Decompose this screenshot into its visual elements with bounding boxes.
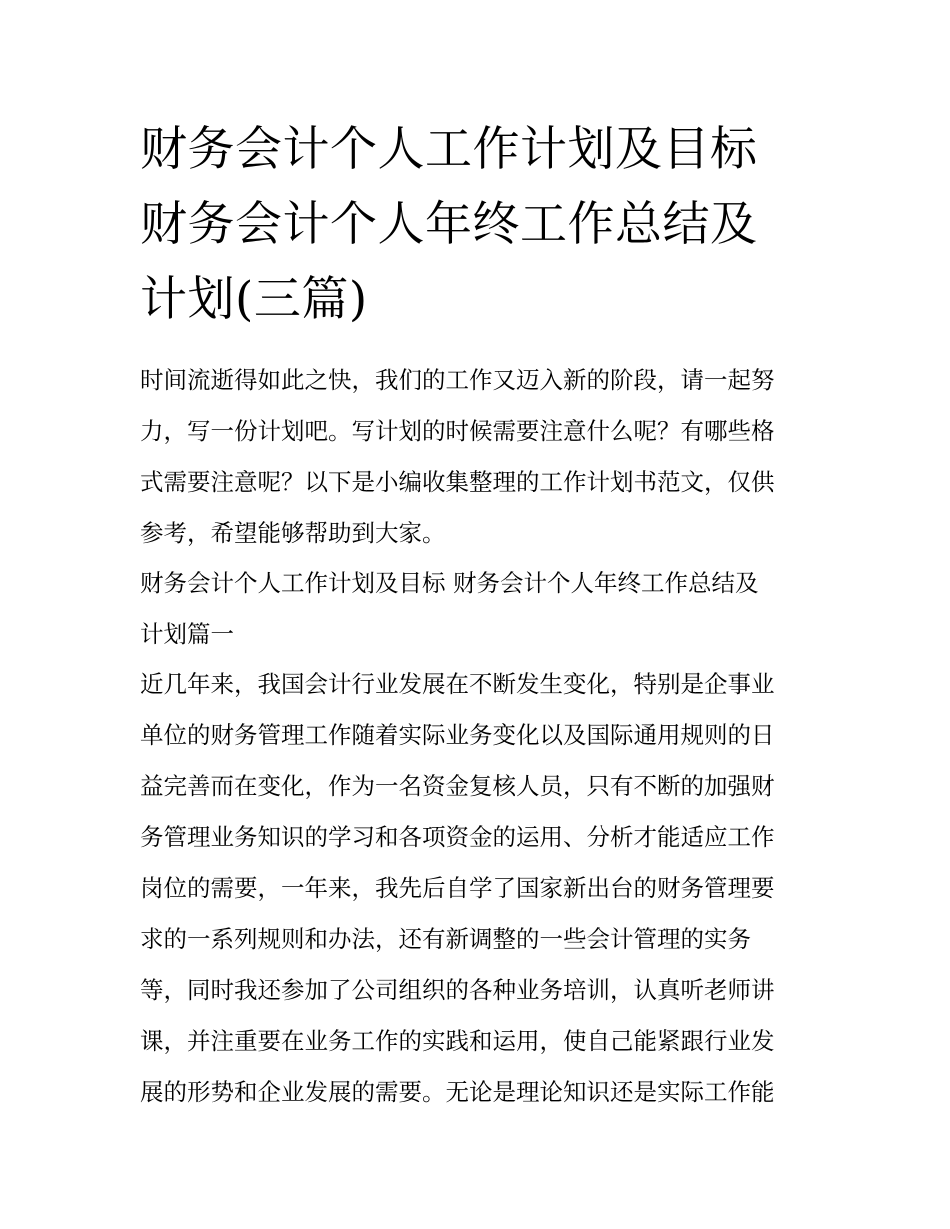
title-line: 计划(三篇) [140, 272, 368, 327]
text-line: 财务会计个人工作计划及目标 财务会计个人年终工作总结及 [140, 569, 759, 597]
text-line: 务管理业务知识的学习和各项资金的运用、分析才能适应工作 [140, 823, 775, 851]
text-line: 求的一系列规则和办法，还有新调整的一些会计管理的实务 [140, 925, 751, 953]
text-line: 力，写一份计划吧。写计划的时候需要注意什么呢？有哪些格 [140, 417, 775, 445]
text-line: 单位的财务管理工作随着实际业务变化以及国际通用规则的日 [140, 721, 775, 749]
text-line: 等，同时我还参加了公司组织的各种业务培训，认真听老师讲 [140, 976, 775, 1004]
text-line: 益完善而在变化，作为一名资金复核人员，只有不断的加强财 [140, 772, 775, 800]
text-line: 课，并注重要在业务工作的实践和运用，使自己能紧跟行业发 [140, 1027, 775, 1055]
section-heading [140, 558, 820, 660]
text-line: 时间流逝得如此之快，我们的工作又迈入新的阶段，请一起努 [140, 366, 775, 394]
text-line: 展的形势和企业发展的需要。无论是理论知识还是实际工作能 [140, 1078, 775, 1106]
body-paragraph [140, 659, 820, 1118]
title-line: 财务会计个人年终工作总结及 [140, 197, 758, 252]
intro-paragraph [140, 355, 820, 559]
text-line: 岗位的需要，一年来，我先后自学了国家新出台的财务管理要 [140, 874, 775, 902]
text-line: 计划篇一 [140, 620, 234, 648]
document-title [140, 112, 820, 337]
title-line: 财务会计个人工作计划及目标 [140, 122, 758, 177]
text-line: 式需要注意呢？以下是小编收集整理的工作计划书范文，仅供 [140, 468, 775, 496]
text-line: 近几年来，我国会计行业发展在不断发生变化，特别是企事业 [140, 670, 775, 698]
text-line: 参考，希望能够帮助到大家。 [140, 519, 446, 547]
